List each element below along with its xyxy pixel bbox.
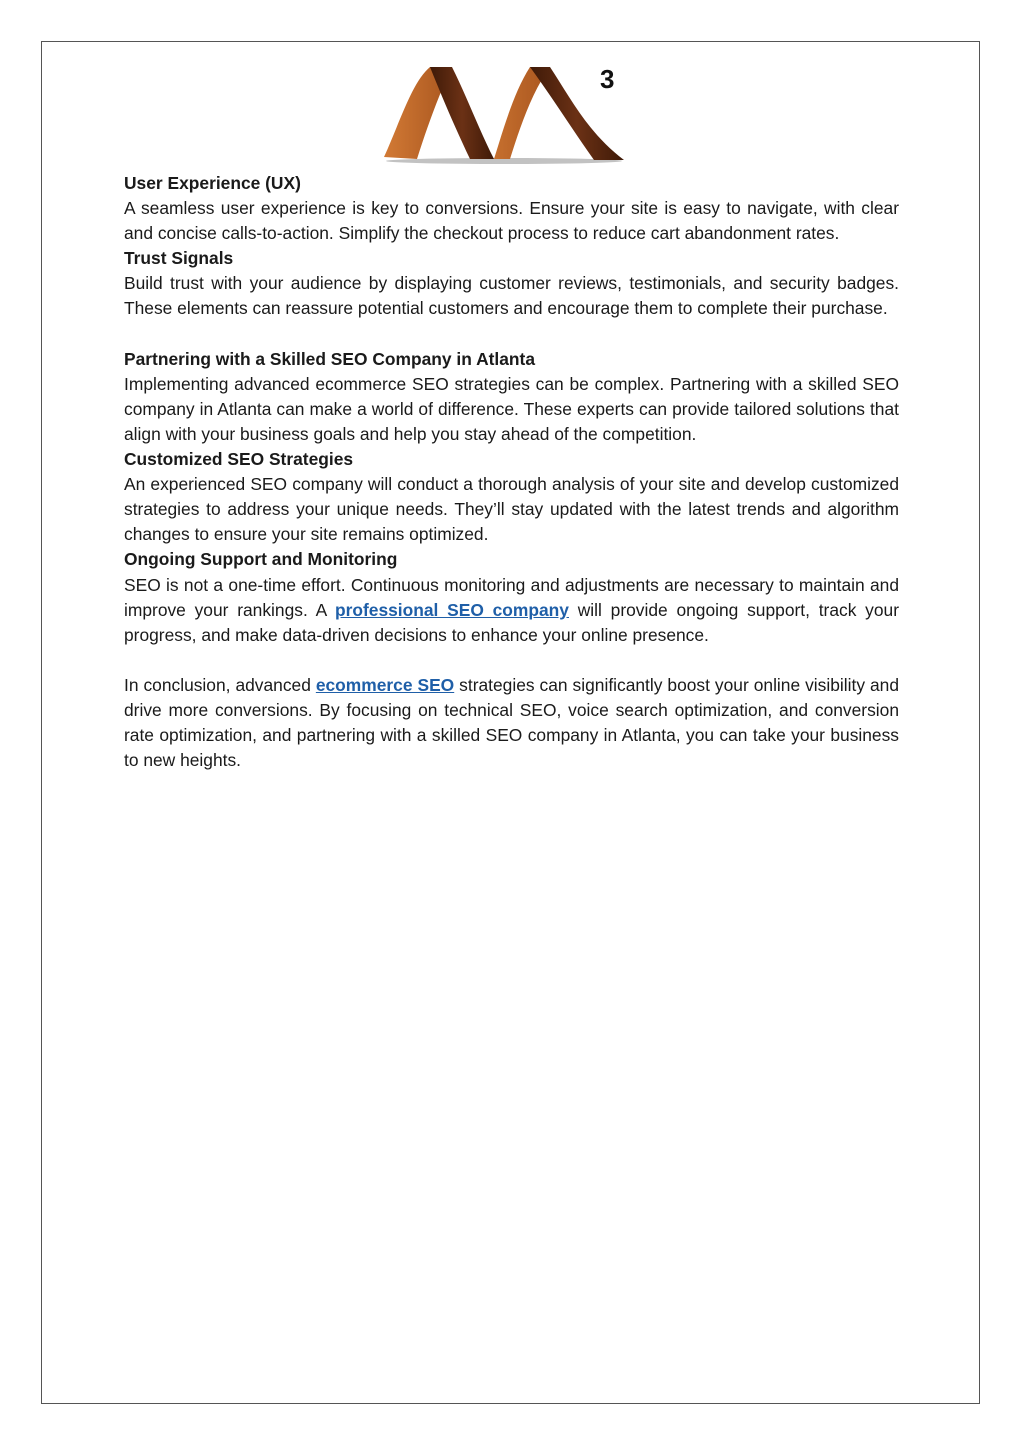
ongoing-heading: Ongoing Support and Monitoring	[124, 549, 398, 570]
ecommerce-seo-link[interactable]: ecommerce SEO	[315, 674, 455, 695]
logo-stroke-2	[430, 67, 494, 159]
custom-heading: Customized SEO Strategies	[124, 449, 354, 470]
custom-paragraph: An experienced SEO company will conduct a thorough analysis of your site and develop customized strategies to address your unique needs. They’ll stay updated with the latest trends and algorithm changes to ensure your site remains optimized.	[124, 474, 899, 545]
conclusion-paragraph	[124, 673, 899, 773]
conclusion-text-before: In conclusion, advanced	[124, 674, 316, 695]
ongoing-paragraph	[124, 573, 899, 648]
trust-heading: Trust Signals	[124, 248, 234, 269]
m3-logo	[382, 62, 632, 172]
logo-superscript: 3	[600, 64, 615, 94]
ux-paragraph: A seamless user experience is key to conversions. Ensure your site is easy to navigate, with clear and concise calls-to-action. Simplify the checkout process to reduce cart abandonment rates.	[124, 198, 899, 244]
partner-paragraph: Implementing advanced ecommerce SEO strategies can be complex. Partnering with a skilled SEO company in Atlanta can make a world of difference. These experts can provide tailored solutions that align with your business goals and help you stay ahead of the competition.	[124, 373, 899, 444]
professional-seo-company-link[interactable]: professional SEO company	[334, 599, 569, 620]
ongoing-text-after: will provide ongoing support, track your progress, and make data-driven decisions to enhance your online presence.	[124, 599, 899, 645]
trust-paragraph: Build trust with your audience by displaying customer reviews, testimonials, and security badges. These elements can reassure potential customers and encourage them to complete their purchase.	[124, 273, 899, 319]
ongoing-text-before: SEO is not a one-time effort. Continuous monitoring and adjustments are necessary to maintain and improve your rankings. A	[124, 574, 899, 620]
ux-heading: User Experience (UX)	[124, 173, 301, 193]
spacer	[124, 322, 899, 347]
partner-heading: Partnering with a Skilled SEO Company in Atlanta	[124, 348, 536, 369]
spacer	[124, 648, 899, 673]
document-body	[124, 171, 899, 773]
conclusion-text-after: strategies can significantly boost your online visibility and drive more conversions. By focusing on technical SEO, voice search optimization, and conversion rate optimization, and partnering with a skilled SEO company in Atlanta, you can take your business to new heights.	[124, 674, 899, 771]
